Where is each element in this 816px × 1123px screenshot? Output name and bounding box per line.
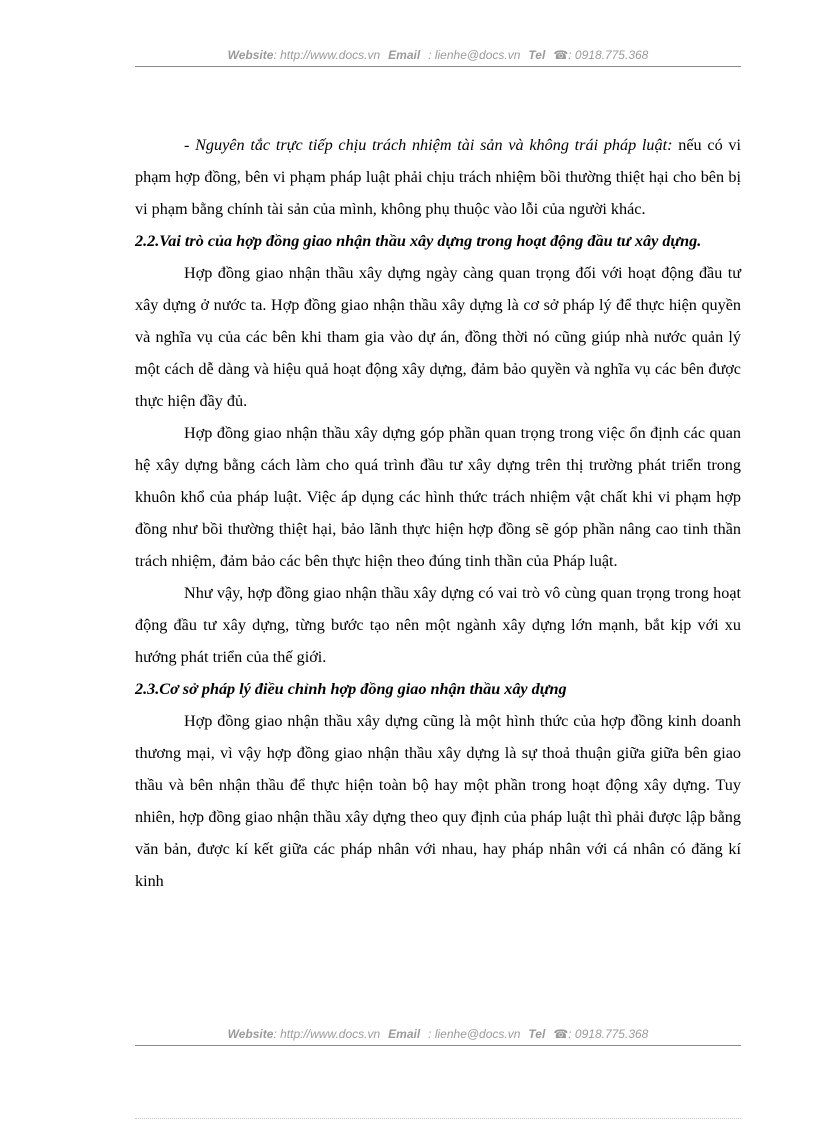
footer-tel-value: ☎: 0918.775.368 [553, 1027, 649, 1041]
section-heading-2-3: 2.3.Cơ sở pháp lý điều chỉnh hợp đồng giao nhận thầu xây dựng [135, 680, 567, 698]
page-edge-rule [135, 1118, 741, 1119]
header-email-value: : lienhe@docs.vn [428, 48, 521, 62]
section-heading-2-2: 2.2.Vai trò của hợp đồng giao nhận thầu xây dựng trong hoạt động đầu tư xây dựng. [135, 232, 702, 250]
paragraph-legal-basis: Hợp đồng giao nhận thầu xây dựng cũng là một hình thức của hợp đồng kinh doanh thương mại, vì vậy hợp đồng giao nhận thầu xây dựng là sự thoả thuận giữa giữa bên giao thầu và bên nhận thầu để thực hiện toàn bộ hay một phần trong hoạt động xây dựng. Tuy nhiên, hợp đồng giao nhận thầu xây dựng theo quy định của pháp luật thì phải được lập bằng văn bản, được kí kết giữa các pháp nhân với nhau, hay pháp nhân với cá nhân có đăng kí kinh [135, 712, 741, 890]
document-body [135, 129, 741, 897]
footer-tel-label: Tel [528, 1027, 546, 1041]
page-header [135, 48, 741, 62]
paragraph-role-2: Hợp đồng giao nhận thầu xây dựng góp phần quan trọng trong việc ổn định các quan hệ xây dựng bằng cách làm cho quá trình đầu tư xây dựng trên thị trường phát triển trong khuôn khổ của pháp luật. Việc áp dụng các hình thức trách nhiệm vật chất khi vi phạm hợp đồng như bồi thường thiệt hại, bảo lãnh thực hiện hợp đồng sẽ góp phần nâng cao tinh thần trách nhiệm, đảm bảo các bên thực hiện theo đúng tinh thần của Pháp luật. [135, 424, 741, 570]
principle-lead: - Nguyên tắc trực tiếp chịu trách nhiệm tài sản và không trái pháp luật: [184, 136, 673, 154]
header-tel-label: Tel [528, 48, 546, 62]
footer-website-label: Website [227, 1027, 274, 1041]
header-website-value: : http://www.docs.vn [273, 48, 381, 62]
header-rule [135, 66, 741, 67]
footer-email-label: Email [388, 1027, 421, 1041]
paragraph-role-1: Hợp đồng giao nhận thầu xây dựng ngày càng quan trọng đối với hoạt động đầu tư xây dựng ở nước ta. Hợp đồng giao nhận thầu xây dựng là cơ sở pháp lý để thực hiện quyền và nghĩa vụ của các bên khi tham gia vào dự án, đồng thời nó cũng giúp nhà nước quản lý một cách dễ dàng và hiệu quả hoạt động xây dựng, đảm bảo quyền và nghĩa vụ các bên được thực hiện đầy đủ. [135, 264, 741, 410]
page-footer [135, 1027, 741, 1041]
footer-website-value: : http://www.docs.vn [273, 1027, 381, 1041]
header-email-label: Email [388, 48, 421, 62]
header-website-label: Website [227, 48, 274, 62]
footer-rule [135, 1045, 741, 1046]
principle-rest: nếu có vi phạm hợp đồng, bên vi phạm pháp luật phải chịu trách nhiệm bồi thường thiệt hại cho bên bị vi phạm bằng chính tài sản của mình, không phụ thuộc vào lỗi của người khác. [135, 136, 741, 218]
paragraph-role-3: Như vậy, hợp đồng giao nhận thầu xây dựng có vai trò vô cùng quan trọng trong hoạt động đầu tư xây dựng, từng bước tạo nên một ngành xây dựng lớn mạnh, bắt kịp với xu hướng phát triển của thế giới. [135, 584, 741, 666]
paragraph-principle [135, 129, 741, 225]
header-tel-value: ☎: 0918.775.368 [553, 48, 649, 62]
footer-email-value: : lienhe@docs.vn [428, 1027, 521, 1041]
